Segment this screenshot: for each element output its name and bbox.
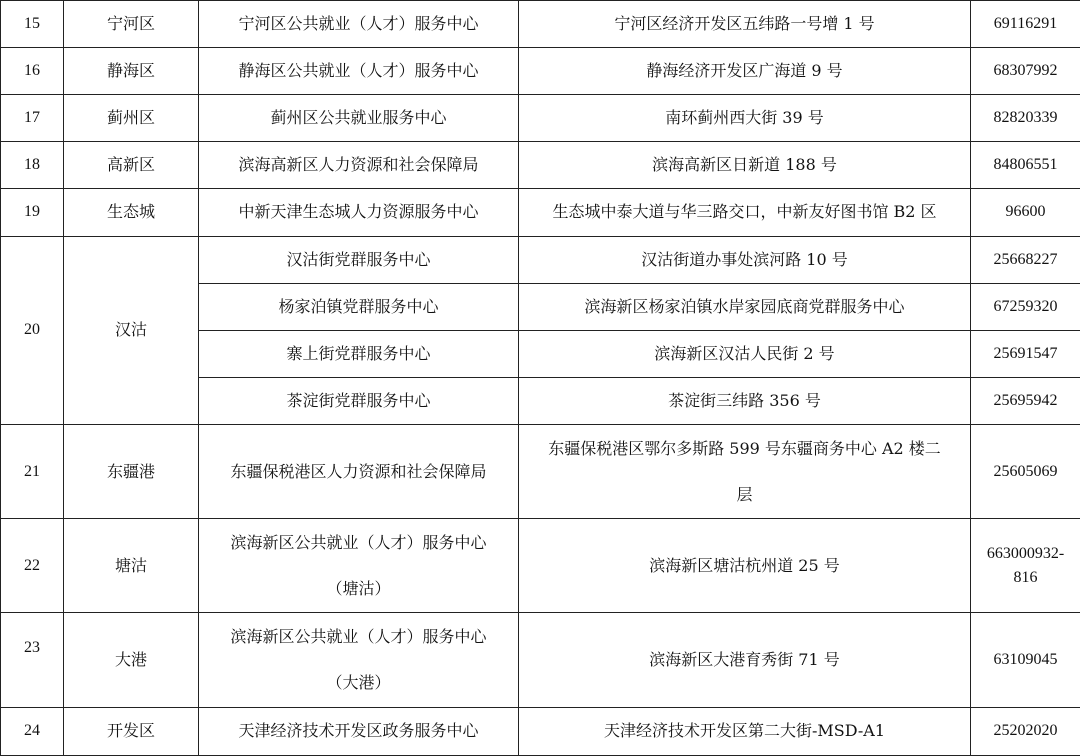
address-cell: 茶淀街三纬路 356 号 [519,377,971,424]
table-row [1,424,1080,518]
center-line: 滨海新区公共就业（人才）服务中心 [230,532,487,552]
center-cell: 蓟州区公共就业服务中心 [199,95,519,142]
address-cell: 滨海新区杨家泊镇水岸家园底商党群服务中心 [519,283,971,330]
district-cell: 塘沽 [64,519,199,613]
table-row [1,613,1080,707]
phone-cell: 25605069 [971,424,1080,518]
district-cell: 蓟州区 [64,95,199,142]
district-cell: 东疆港 [64,424,199,518]
center-cell: 天津经济技术开发区政务服务中心 [199,707,519,755]
phone-line: 663000932- [986,544,1065,562]
phone-cell: 25668227 [971,236,1080,283]
address-cell [519,424,971,518]
address-line: 东疆保税港区鄂尔多斯路 599 号东疆商务中心 A2 楼二 [548,438,941,458]
center-cell: 滨海高新区人力资源和社会保障局 [199,142,519,189]
center-cell: 茶淀街党群服务中心 [199,377,519,424]
table-row [1,48,1080,95]
center-cell [199,613,519,707]
row-number: 21 [1,424,64,518]
center-cell: 静海区公共就业（人才）服务中心 [199,48,519,95]
phone-cell [971,519,1080,613]
phone-line: 816 [1013,568,1038,586]
phone-cell: 84806551 [971,142,1080,189]
row-number: 23 [1,613,64,707]
table-row [1,189,1080,236]
center-cell: 宁河区公共就业（人才）服务中心 [199,1,519,48]
table-row [1,519,1080,613]
table-row [1,95,1080,142]
row-number: 18 [1,142,64,189]
table-row [1,707,1080,755]
phone-cell: 25202020 [971,707,1080,755]
phone-cell: 96600 [971,189,1080,236]
address-cell: 汉沽街道办事处滨河路 10 号 [519,236,971,283]
district-cell: 高新区 [64,142,199,189]
phone-cell: 25695942 [971,377,1080,424]
district-cell: 开发区 [64,707,199,755]
district-cell: 宁河区 [64,1,199,48]
center-line: 滨海新区公共就业（人才）服务中心 [230,627,487,647]
table-row [1,236,1080,283]
center-line: （大港） [326,673,391,693]
row-number: 20 [1,236,64,424]
address-cell: 静海经济开发区广海道 9 号 [519,48,971,95]
district-cell: 大港 [64,613,199,707]
district-cell: 生态城 [64,189,199,236]
address-cell: 天津经济技术开发区第二大街-MSD-A1 [519,707,971,755]
address-cell: 滨海新区汉沽人民街 2 号 [519,330,971,377]
row-number: 19 [1,189,64,236]
address-cell: 南环蓟州西大街 39 号 [519,95,971,142]
address-cell: 滨海新区大港育秀街 71 号 [519,613,971,707]
address-cell: 滨海高新区日新道 188 号 [519,142,971,189]
center-line: （塘沽） [326,578,391,598]
district-cell: 静海区 [64,48,199,95]
phone-cell: 82820339 [971,95,1080,142]
center-cell: 杨家泊镇党群服务中心 [199,283,519,330]
row-number: 15 [1,1,64,48]
row-number: 17 [1,95,64,142]
address-cell: 生态城中泰大道与华三路交口，中新友好图书馆 B2 区 [519,189,971,236]
phone-cell: 63109045 [971,613,1080,707]
row-number: 16 [1,48,64,95]
phone-cell: 68307992 [971,48,1080,95]
address-line: 层 [736,484,753,504]
table-row [1,1,1080,48]
address-cell: 宁河区经济开发区五纬路一号增 1 号 [519,1,971,48]
center-cell: 汉沽街党群服务中心 [199,236,519,283]
phone-cell: 69116291 [971,1,1080,48]
center-cell: 寨上街党群服务中心 [199,330,519,377]
center-cell: 东疆保税港区人力资源和社会保障局 [199,424,519,518]
phone-cell: 25691547 [971,330,1080,377]
row-number: 24 [1,707,64,755]
phone-cell: 67259320 [971,283,1080,330]
center-cell [199,519,519,613]
center-cell: 中新天津生态城人力资源服务中心 [199,189,519,236]
row-number: 22 [1,519,64,613]
district-cell: 汉沽 [64,236,199,424]
address-cell: 滨海新区塘沽杭州道 25 号 [519,519,971,613]
table-row [1,142,1080,189]
